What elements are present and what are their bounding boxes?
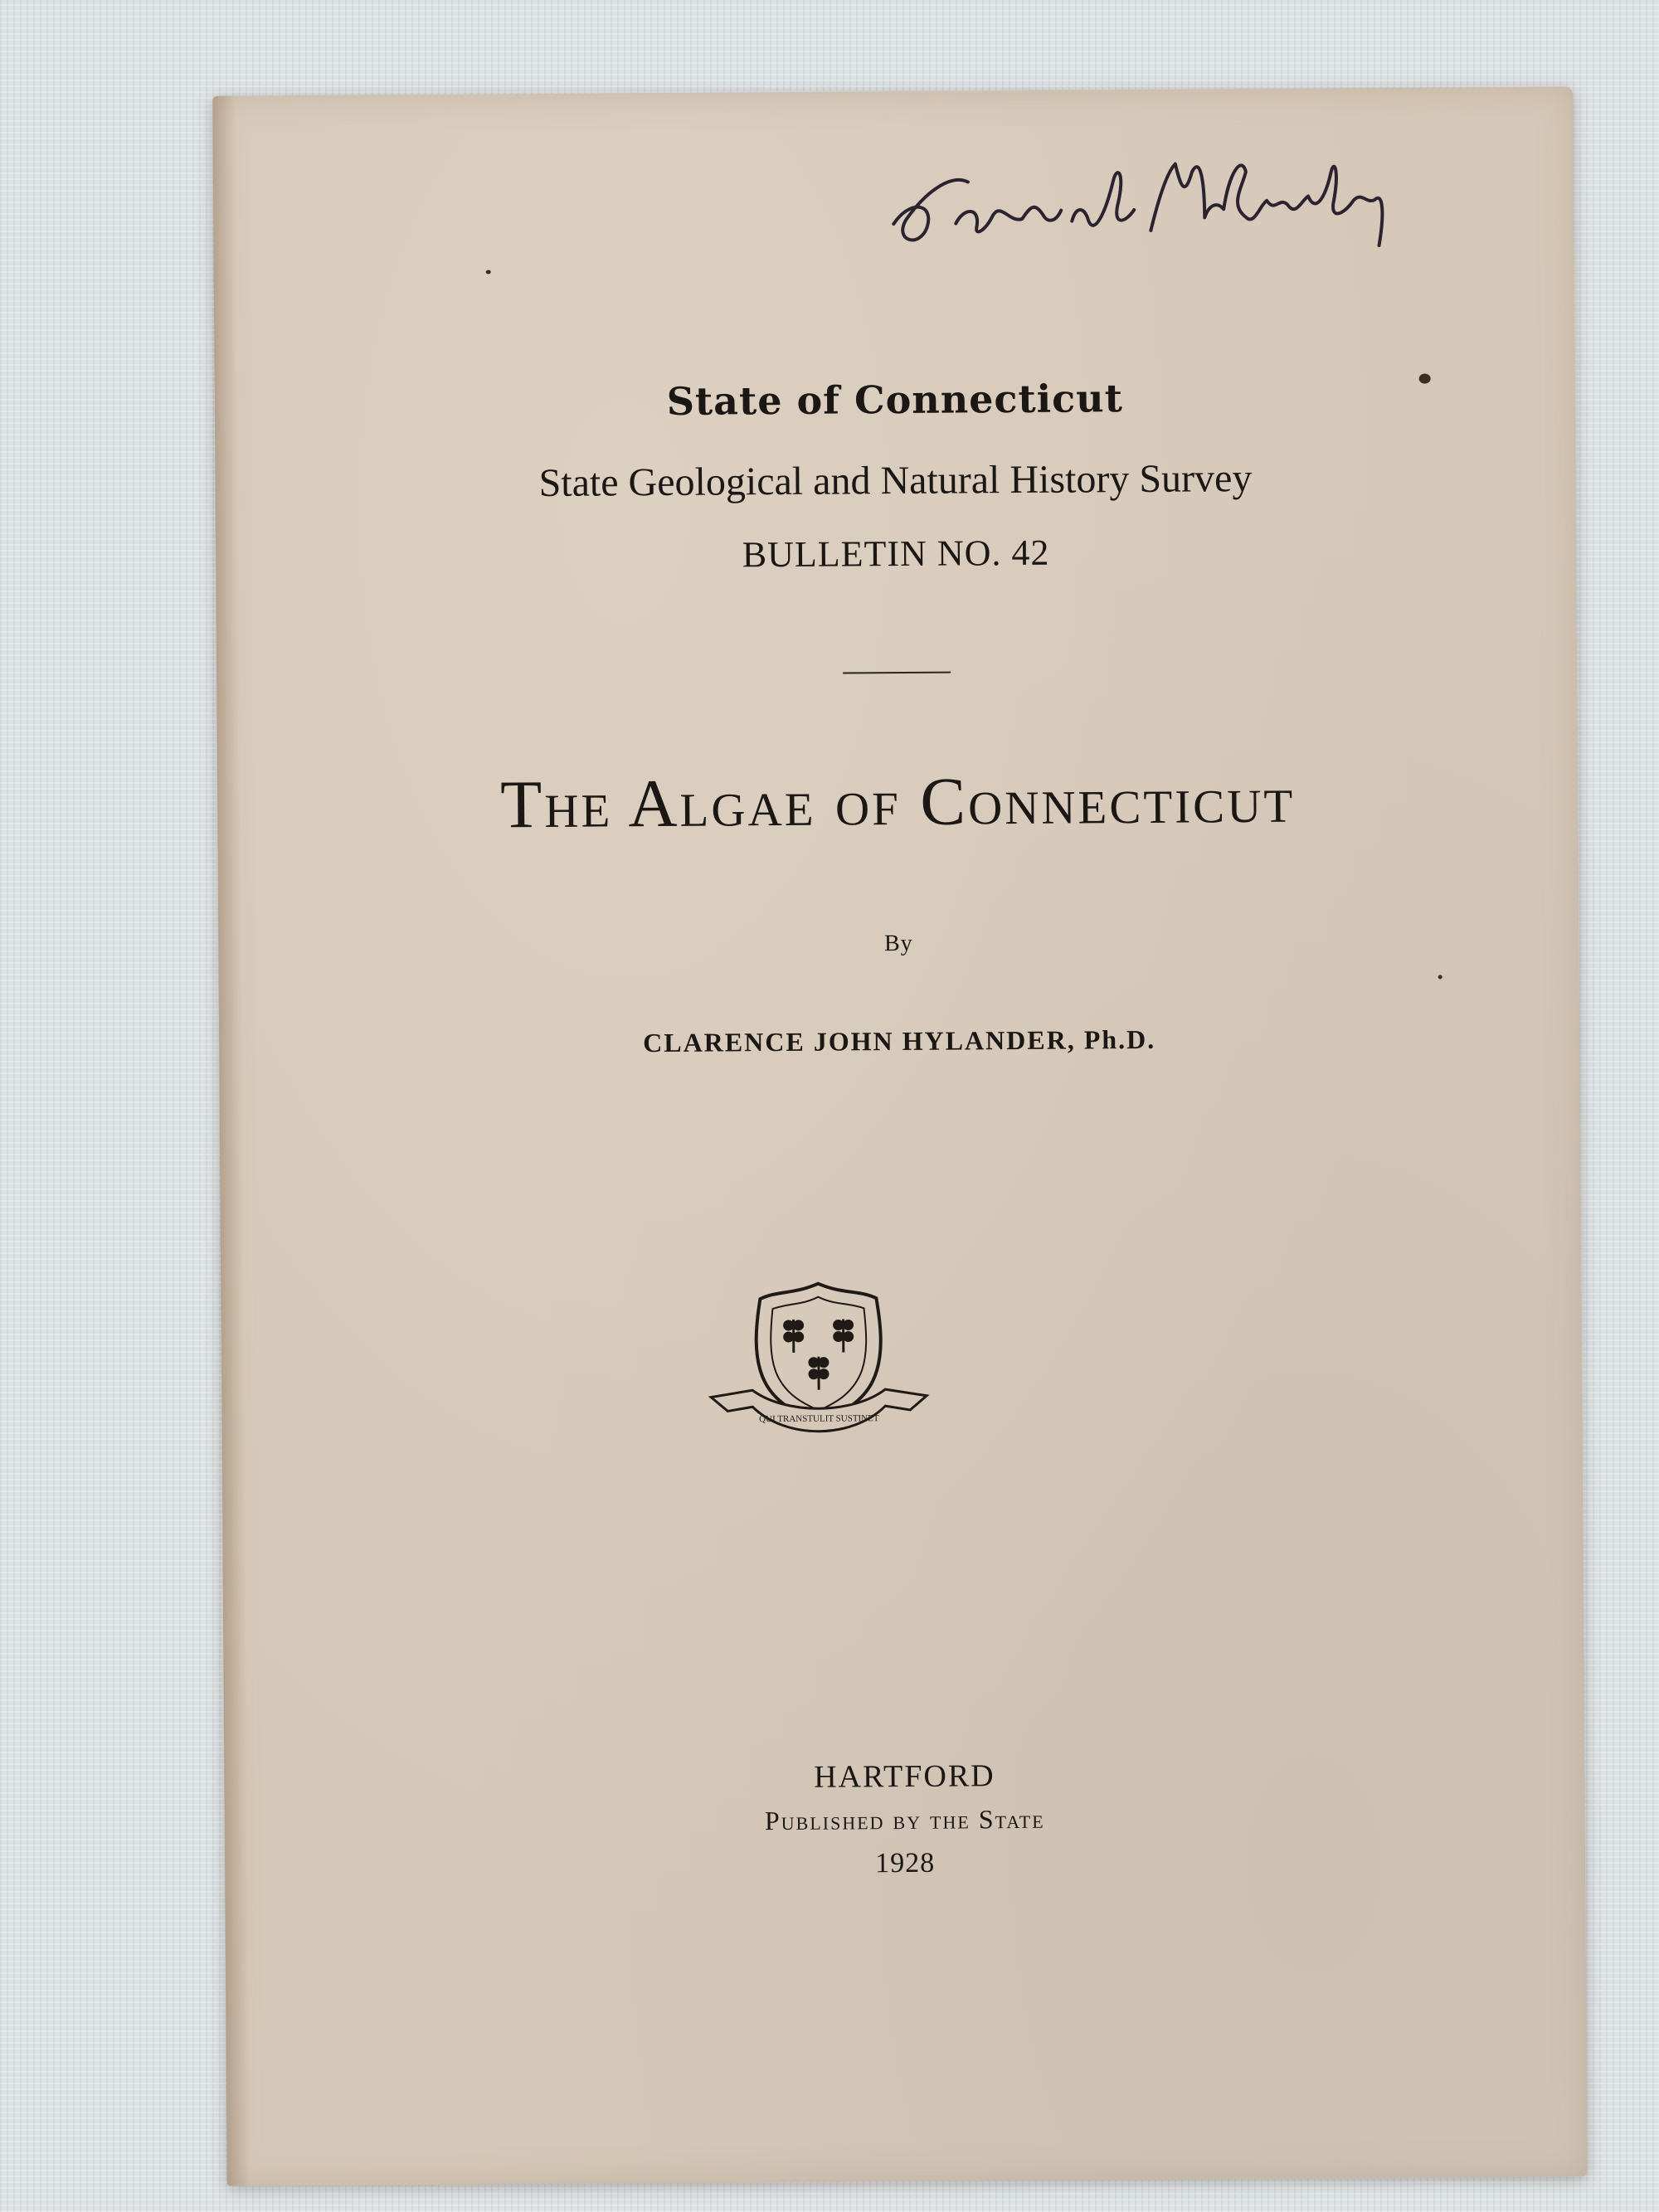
paper-spot [486, 270, 491, 274]
imprint-city: HARTFORD [813, 1758, 995, 1795]
divider-rule [843, 672, 951, 674]
author-name: CLARENCE JOHN HYLANDER, Ph.D. [643, 1023, 1156, 1058]
byline: By [883, 930, 913, 957]
booklet-cover [212, 86, 1588, 2185]
handwritten-signature [876, 121, 1416, 258]
connecticut-seal-icon [702, 1273, 936, 1457]
imprint-year: 1928 [874, 1847, 936, 1879]
imprint-publisher: Published by the State [764, 1803, 1045, 1836]
document-title: The Algae of Connecticut [499, 761, 1296, 843]
bulletin-number: BULLETIN NO. 42 [742, 532, 1050, 576]
survey-name: State Geological and Natural History Survey [538, 456, 1253, 506]
paper-spot [1419, 374, 1431, 384]
paper-spot [1438, 975, 1443, 979]
svg-text:QUI TRANSTULIT SUSTINET: QUI TRANSTULIT SUSTINET [759, 1413, 879, 1425]
state-heading: State of Connecticut [666, 376, 1124, 424]
